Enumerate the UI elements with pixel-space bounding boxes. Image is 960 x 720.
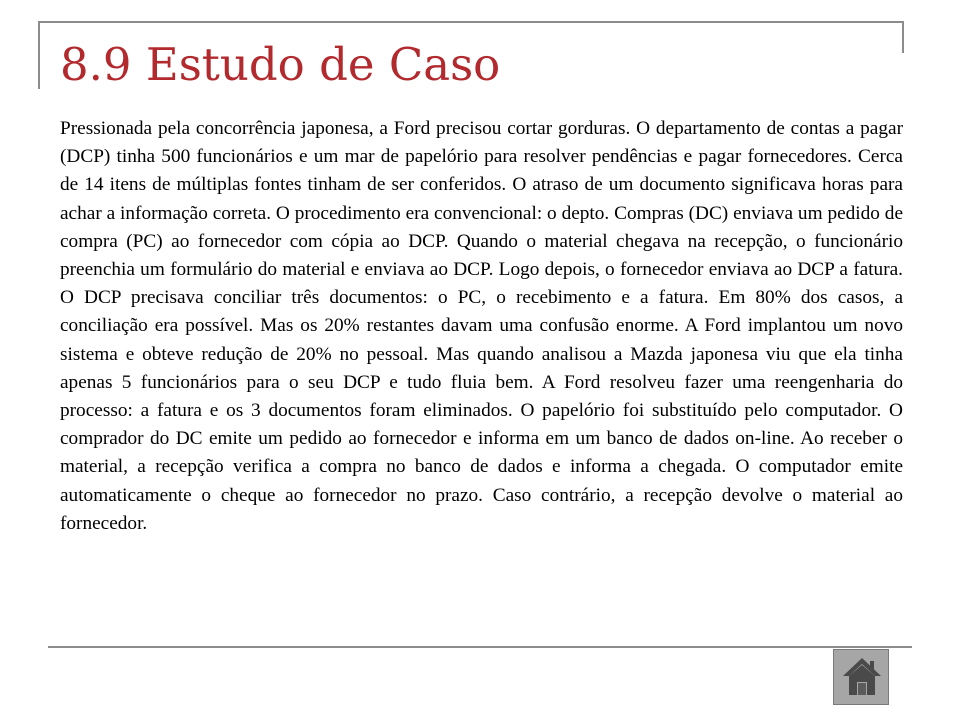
- frame-top-line: [38, 21, 904, 23]
- slide-body-text: Pressionada pela concorrência japonesa, a Ford precisou cortar gorduras. O departamento de contas a pagar (DCP) tinha 500 funcionários e um mar de papelório para resolver pendências e pagar fornecedores. Cerca de 14 itens de múltiplas fontes tinham de ser conferidos. O atraso de um documento significava horas para achar a informação correta. O procedimento era convencional: o depto. Compras (DC) enviava um pedido de compra (PC) ao fornecedor com cópia ao DCP. Quando o material chegava na recepção, o funcionário preenchia um formulário do material e enviava ao DCP. Logo depois, o fornecedor enviava ao DCP a fatura. O DCP precisava conciliar três documentos: o PC, o recebimento e a fatura. Em 80% dos casos, a conciliação era possível. Mas os 20% restantes davam uma confusão enorme. A Ford implantou um novo sistema e obteve redução de 20% no pessoal. Mas quando analisou a Mazda japonesa viu que ela tinha apenas 5 funcionários para o seu DCP e tudo fluia bem. A Ford resolveu fazer uma reengenharia do processo: a fatura e os 3 documentos foram eliminados. O papelório foi substituído pelo computador. O comprador do DC emite um pedido ao fornecedor e informa em um banco de dados on-line. Ao receber o material, a recepção verifica a compra no banco de dados e informa a chegada. O computador emite automaticamente o cheque ao fornecedor no prazo. Caso contrário, a recepção devolve o material ao fornecedor.: [60, 118, 903, 534]
- home-button[interactable]: [833, 649, 889, 705]
- home-icon: [840, 655, 884, 699]
- frame-left-line: [38, 21, 40, 89]
- slide-title: 8.9 Estudo de Caso: [60, 38, 501, 91]
- frame-bottom-line: [48, 646, 912, 648]
- frame-right-line: [902, 21, 904, 53]
